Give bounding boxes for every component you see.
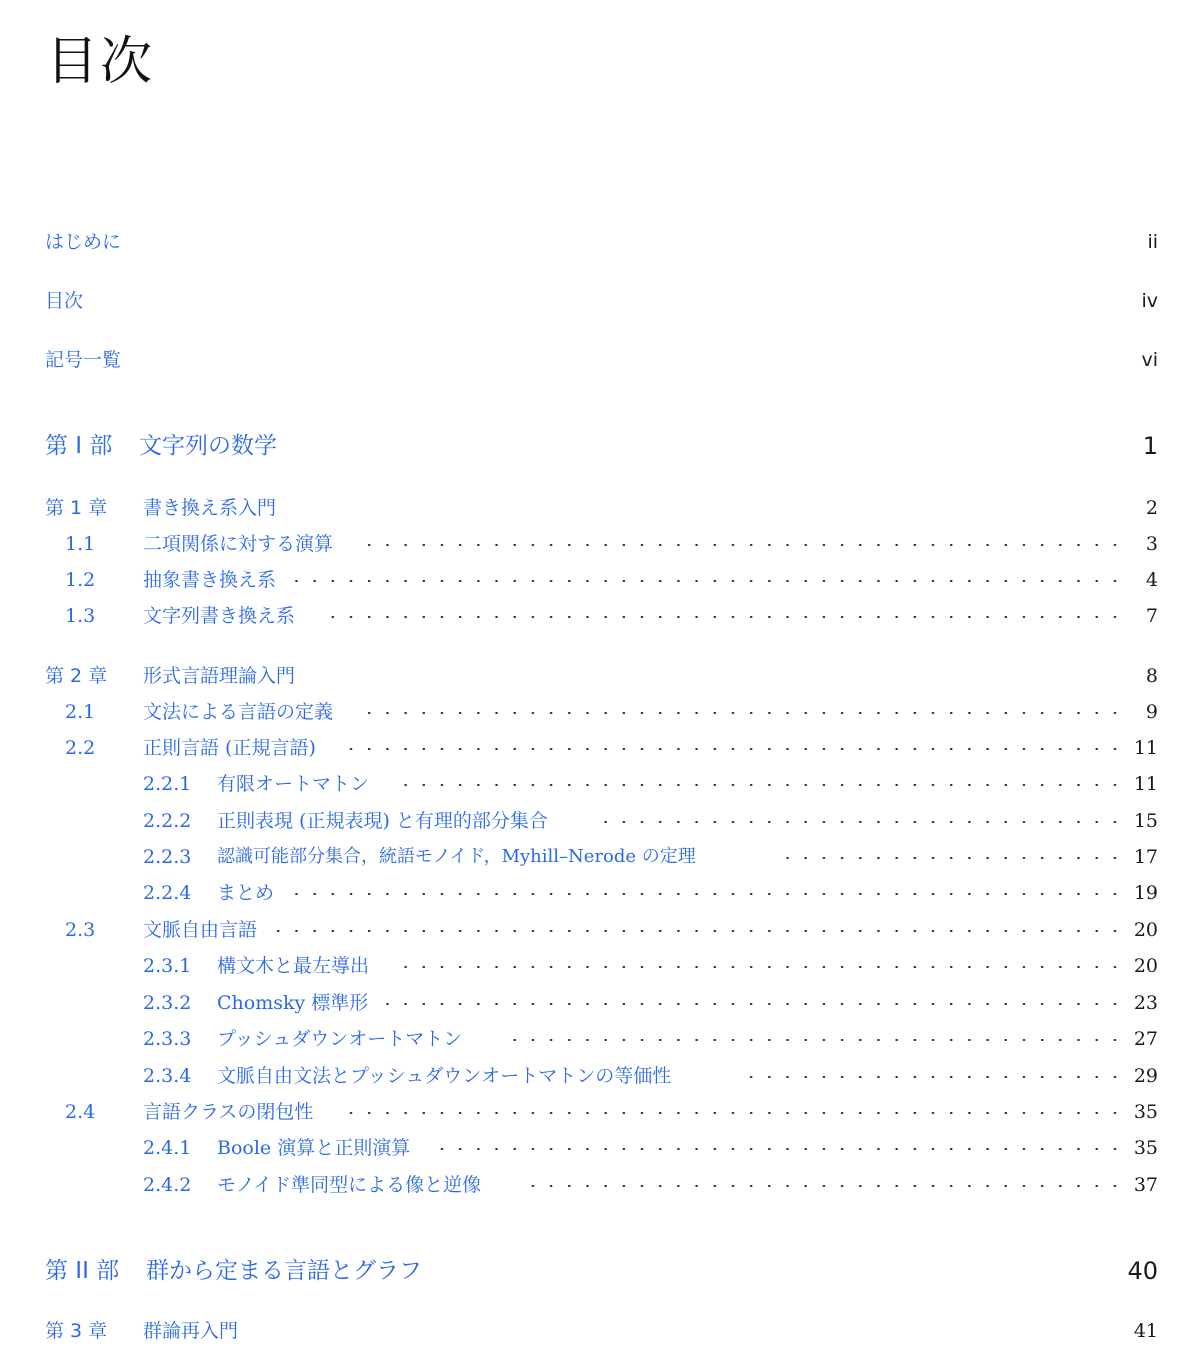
section-number[interactable]: 1.3 xyxy=(65,605,96,627)
toc-entry-page: 9 xyxy=(1145,701,1158,723)
dot-leader xyxy=(600,821,1124,823)
toc-chapter-2[interactable] xyxy=(0,663,1204,689)
toc-entry-page: 2 xyxy=(1145,497,1158,519)
section-number[interactable]: 1.1 xyxy=(65,533,96,555)
toc-entry-page: 17 xyxy=(1133,846,1158,868)
toc-entry-page: 3 xyxy=(1145,533,1158,555)
toc-entry-page: 41 xyxy=(1133,1320,1158,1342)
dot-leader xyxy=(292,893,1124,895)
toc-subsection[interactable] xyxy=(0,844,1204,870)
toc-subsection[interactable] xyxy=(0,808,1204,834)
subsection-title[interactable]: Chomsky 標準形 xyxy=(217,992,369,1014)
dot-leader xyxy=(292,580,1124,582)
subsection-title[interactable]: 構文木と最左導出 xyxy=(217,955,370,977)
subsection-number[interactable]: 2.3.4 xyxy=(143,1065,192,1087)
subsection-title[interactable]: 認識可能部分集合，統語モノイド，Myhill–Nerode の定理 xyxy=(217,846,696,867)
toc-entry-page: 15 xyxy=(1133,810,1158,832)
toc-section[interactable] xyxy=(0,531,1204,557)
toc-entry-page: vi xyxy=(1141,349,1158,371)
toc-subsection[interactable] xyxy=(0,880,1204,906)
subsection-title[interactable]: まとめ xyxy=(217,882,275,904)
toc-section[interactable] xyxy=(0,735,1204,761)
dot-leader xyxy=(400,784,1124,786)
section-number[interactable]: 2.1 xyxy=(65,701,96,723)
page-title: 目次 xyxy=(46,32,155,92)
toc-entry-page: 7 xyxy=(1145,605,1158,627)
toc-entry-label[interactable]: はじめに xyxy=(45,231,122,253)
toc-entry-page: ii xyxy=(1147,231,1158,253)
subsection-title[interactable]: 文脈自由文法とプッシュダウンオートマトンの等価性 xyxy=(217,1065,672,1087)
toc-entry-page: 11 xyxy=(1133,737,1158,759)
dot-leader xyxy=(400,966,1124,968)
dot-leader xyxy=(384,1003,1124,1005)
toc-section[interactable] xyxy=(0,917,1204,943)
toc-subsection[interactable] xyxy=(0,953,1204,979)
toc-part-2[interactable] xyxy=(0,1255,1204,1287)
dot-leader xyxy=(328,616,1124,618)
toc-entry-contents[interactable] xyxy=(0,288,1204,314)
toc-subsection[interactable] xyxy=(0,1026,1204,1052)
subsection-number[interactable]: 2.2.2 xyxy=(143,810,192,832)
toc-entry-page: 40 xyxy=(1127,1257,1158,1285)
part-title[interactable]: 群から定まる言語とグラフ xyxy=(146,1258,422,1284)
part-number[interactable]: 第 II 部 xyxy=(45,1258,120,1284)
subsection-number[interactable]: 2.2.4 xyxy=(143,882,192,904)
toc-subsection[interactable] xyxy=(0,1063,1204,1089)
chapter-title[interactable]: 群論再入門 xyxy=(143,1320,239,1342)
toc-entry-preface[interactable] xyxy=(0,229,1204,255)
section-number[interactable]: 2.3 xyxy=(65,919,96,941)
toc-entry-page: 37 xyxy=(1133,1174,1158,1196)
toc-section[interactable] xyxy=(0,699,1204,725)
section-title[interactable]: 正則言語 (正規言語) xyxy=(143,737,316,759)
section-number[interactable]: 1.2 xyxy=(65,569,96,591)
dot-leader xyxy=(528,1185,1124,1187)
toc-entry-label[interactable]: 目次 xyxy=(45,290,84,312)
dot-leader xyxy=(508,1039,1124,1041)
toc-chapter-3[interactable] xyxy=(0,1318,1204,1344)
section-title[interactable]: 言語クラスの閉包性 xyxy=(143,1101,314,1123)
toc-subsection[interactable] xyxy=(0,1135,1204,1161)
subsection-title[interactable]: プッシュダウンオートマトン xyxy=(217,1028,463,1050)
toc-entry-label[interactable]: 記号一覧 xyxy=(45,349,122,371)
toc-entry-symbols[interactable] xyxy=(0,347,1204,373)
dot-leader xyxy=(346,1112,1124,1114)
toc-entry-page: 11 xyxy=(1133,773,1158,795)
subsection-number[interactable]: 2.4.1 xyxy=(143,1137,192,1159)
dot-leader xyxy=(436,1148,1124,1150)
subsection-number[interactable]: 2.4.2 xyxy=(143,1174,192,1196)
chapter-number[interactable]: 第 2 章 xyxy=(45,665,108,687)
subsection-title[interactable]: モノイド準同型による像と逆像 xyxy=(217,1174,482,1196)
dot-leader xyxy=(746,1076,1124,1078)
toc-entry-page: 4 xyxy=(1145,569,1158,591)
subsection-title[interactable]: 有限オートマトン xyxy=(217,773,370,795)
section-number[interactable]: 2.2 xyxy=(65,737,96,759)
subsection-number[interactable]: 2.2.3 xyxy=(143,846,192,868)
subsection-number[interactable]: 2.3.3 xyxy=(143,1028,192,1050)
toc-entry-page: iv xyxy=(1141,290,1158,312)
toc-entry-page: 23 xyxy=(1133,992,1158,1014)
subsection-number[interactable]: 2.2.1 xyxy=(143,773,192,795)
subsection-title[interactable]: Boole 演算と正則演算 xyxy=(217,1137,411,1159)
toc-entry-page: 27 xyxy=(1133,1028,1158,1050)
toc-entry-page: 20 xyxy=(1133,919,1158,941)
toc-entry-page: 35 xyxy=(1133,1137,1158,1159)
toc-subsection[interactable] xyxy=(0,1172,1204,1198)
dot-leader xyxy=(782,857,1124,859)
part-number[interactable]: 第 I 部 xyxy=(45,433,113,459)
dot-leader xyxy=(364,712,1124,714)
toc-entry-page: 8 xyxy=(1145,665,1158,687)
chapter-number[interactable]: 第 1 章 xyxy=(45,497,108,519)
subsection-number[interactable]: 2.3.2 xyxy=(143,992,192,1014)
toc-section[interactable] xyxy=(0,567,1204,593)
section-title[interactable]: 抽象書き換え系 xyxy=(143,569,277,591)
dot-leader xyxy=(364,544,1124,546)
part-title[interactable]: 文字列の数学 xyxy=(139,433,277,459)
toc-entry-page: 29 xyxy=(1133,1065,1158,1087)
section-title[interactable]: 二項関係に対する演算 xyxy=(143,533,334,555)
chapter-number[interactable]: 第 3 章 xyxy=(45,1320,108,1342)
section-number[interactable]: 2.4 xyxy=(65,1101,96,1123)
toc-subsection[interactable] xyxy=(0,771,1204,797)
toc-chapter-1[interactable] xyxy=(0,495,1204,521)
toc-entry-page: 35 xyxy=(1133,1101,1158,1123)
subsection-title[interactable]: 正則表現 (正規表現) と有理的部分集合 xyxy=(217,810,548,832)
toc-entry-page: 20 xyxy=(1133,955,1158,977)
chapter-title[interactable]: 書き換え系入門 xyxy=(143,497,277,519)
section-title[interactable]: 文法による言語の定義 xyxy=(143,701,334,723)
dot-leader xyxy=(274,930,1124,932)
dot-leader xyxy=(346,748,1124,750)
chapter-title[interactable]: 形式言語理論入門 xyxy=(143,665,296,687)
section-title[interactable]: 文脈自由言語 xyxy=(143,919,258,941)
subsection-number[interactable]: 2.3.1 xyxy=(143,955,192,977)
section-title[interactable]: 文字列書き換え系 xyxy=(143,605,296,627)
toc-entry-page: 1 xyxy=(1142,432,1158,460)
toc-entry-page: 19 xyxy=(1133,882,1158,904)
toc-subsection[interactable] xyxy=(0,990,1204,1016)
toc-section[interactable] xyxy=(0,1099,1204,1125)
toc-part-1[interactable] xyxy=(0,430,1204,462)
toc-section[interactable] xyxy=(0,603,1204,629)
